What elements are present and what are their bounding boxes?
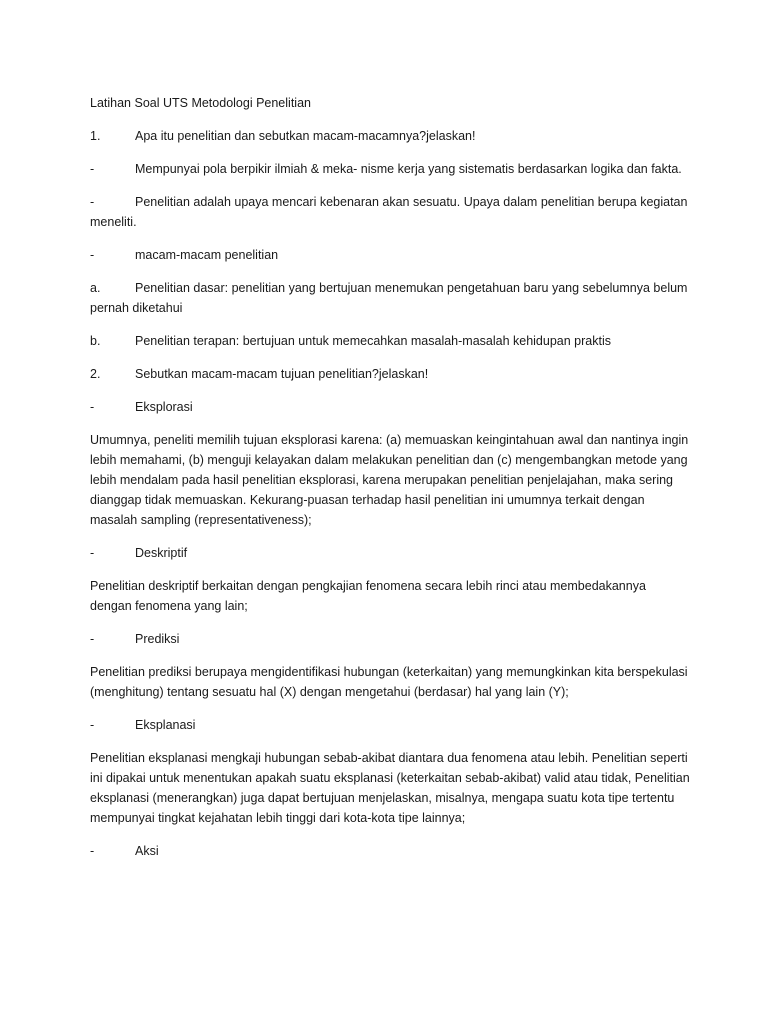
list-item-text: Penelitian terapan: bertujuan untuk memecahkan masalah-masalah kehidupan praktis (135, 334, 611, 348)
answer-bullet (90, 192, 690, 232)
question-text: Sebutkan macam-macam tujuan penelitian?jelaskan! (135, 367, 429, 381)
section-heading: Eksplorasi (135, 400, 193, 414)
list-marker: a. (90, 281, 101, 295)
heading-eksplanasi (90, 715, 690, 735)
list-marker: - (90, 248, 95, 262)
section-heading: Deskriptif (135, 546, 188, 560)
section-heading: Eksplanasi (135, 718, 196, 732)
list-marker: - (90, 632, 95, 646)
paragraph-eksplorasi: Umumnya, peneliti memilih tujuan eksplorasi karena: (a) memuaskan keingintahuan awal dan nantinya ingin lebih memahami, (b) menguji kelayakan dalam melakukan penelitian dan (c) mengembangkan metode yang lebih mendalam pada hasil penelitian eksplorasi, karena merupakan penelitian penjelajahan, maka sering dianggap tidak memuaskan. Kekurang-puasan terhadap hasil penelitian ini umumnya terkait dengan masalah sampling (representativeness); (90, 433, 689, 527)
document-title: Latihan Soal UTS Metodologi Penelitian (90, 96, 311, 110)
paragraph-eksplanasi: Penelitian eksplanasi mengkaji hubungan sebab-akibat diantara dua fenomena atau lebih. Penelitian seperti ini dipakai untuk menentukan apakah suatu eksplanasi (keterkaitan sebab-akibat) valid atau tidak, Penelitian eksplanasi (menerangkan) juga dapat bertujuan menjelaskan, misalnya, mengapa suatu kota tipe tertentu mempunyai tingkat kejahatan lebih tinggi dari kota-kota tipe lainnya; (90, 751, 690, 825)
bullet-text: Penelitian adalah upaya mencari kebenaran akan sesuatu. Upaya dalam penelitian berupa kegiatan meneliti. (90, 195, 688, 229)
list-marker: b. (90, 334, 101, 348)
list-item-a (90, 278, 690, 318)
list-marker: 1. (90, 129, 101, 143)
answer-bullet (90, 245, 690, 265)
list-marker: - (90, 844, 95, 858)
list-item-b (90, 331, 690, 351)
heading-aksi (90, 841, 690, 861)
bullet-text: Mempunyai pola berpikir ilmiah & meka- nisme kerja yang sistematis berdasarkan logika dan fakta. (135, 162, 682, 176)
section-heading: Prediksi (135, 632, 180, 646)
list-marker: - (90, 546, 95, 560)
list-marker: - (90, 400, 95, 414)
question-1 (90, 126, 690, 146)
list-marker: - (90, 162, 95, 176)
heading-deskriptif (90, 543, 690, 563)
document-page (90, 93, 690, 874)
list-marker: 2. (90, 367, 101, 381)
paragraph-deskriptif: Penelitian deskriptif berkaitan dengan pengkajian fenomena secara lebih rinci atau membedakannya dengan fenomena yang lain; (90, 579, 646, 613)
list-marker: - (90, 718, 95, 732)
heading-eksplorasi (90, 397, 690, 417)
paragraph-prediksi: Penelitian prediksi berupaya mengidentifikasi hubungan (keterkaitan) yang memungkinkan kita berspekulasi (menghitung) tentang sesuatu hal (X) dengan mengetahui (berdasar) hal yang lain (Y); (90, 665, 688, 699)
list-marker: - (90, 195, 95, 209)
section-heading: Aksi (135, 844, 159, 858)
question-2 (90, 364, 690, 384)
list-item-text: Penelitian dasar: penelitian yang bertujuan menemukan pengetahuan baru yang sebelumnya belum pernah diketahui (90, 281, 688, 315)
question-text: Apa itu penelitian dan sebutkan macam-macamnya?jelaskan! (135, 129, 476, 143)
bullet-text: macam-macam penelitian (135, 248, 279, 262)
answer-bullet (90, 159, 690, 179)
heading-prediksi (90, 629, 690, 649)
